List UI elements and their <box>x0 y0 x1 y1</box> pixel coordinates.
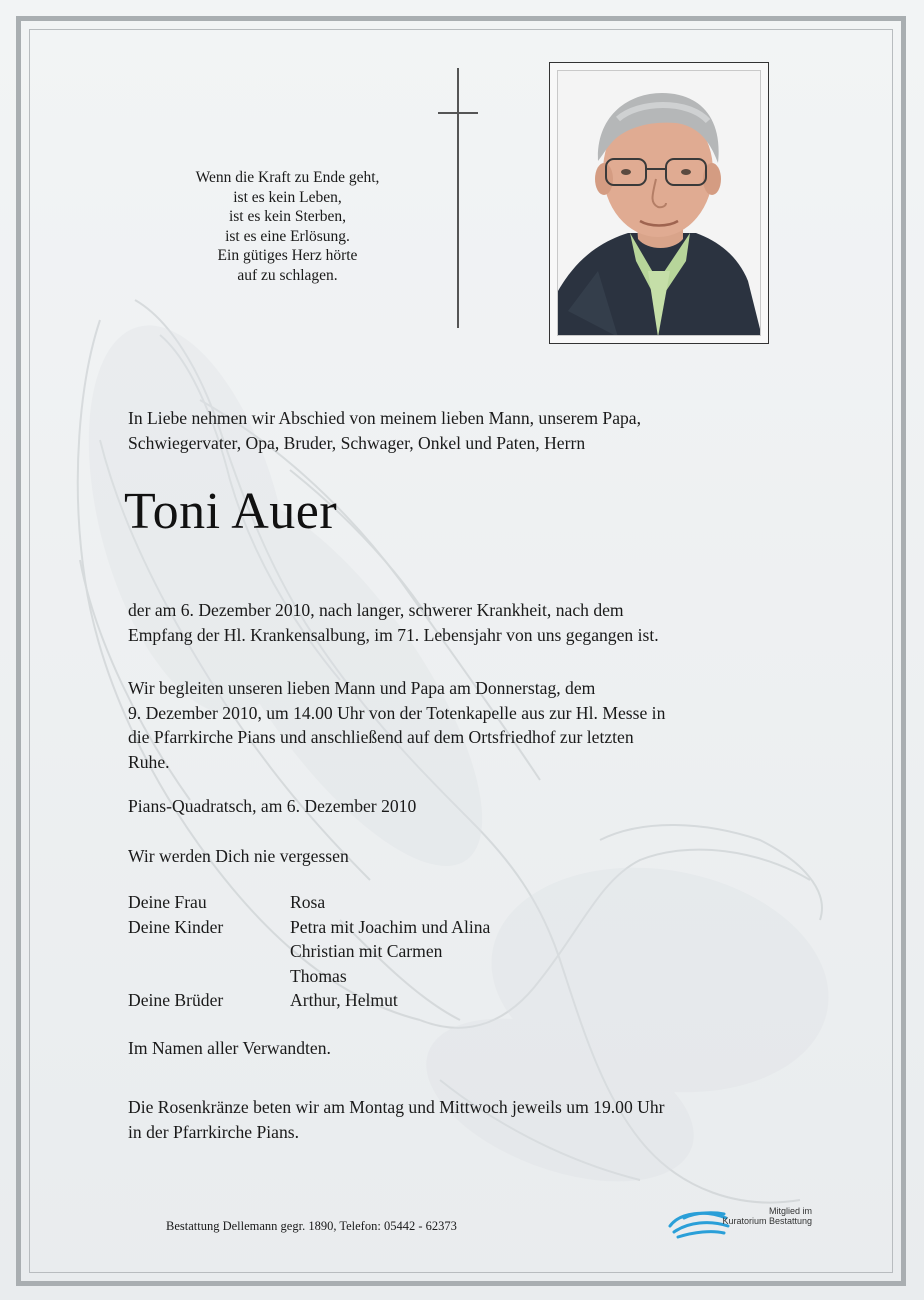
poem-line: Wenn die Kraft zu Ende geht, <box>195 169 380 186</box>
family-role: Deine Brüder <box>128 990 224 1010</box>
deceased-name: Toni Auer <box>124 483 338 540</box>
death-line: Empfang der Hl. Krankensalbung, im 71. Lebensjahr von uns gegangen ist. <box>128 624 659 645</box>
family-names: Christian mit Carmen <box>290 941 443 961</box>
family-role: Deine Frau <box>128 892 207 912</box>
rosary-text <box>128 1095 665 1144</box>
intro-text <box>128 406 641 455</box>
farewell <box>128 844 349 869</box>
poem-line: ist es kein Leben, <box>233 188 342 206</box>
funeral-line: 9. Dezember 2010, um 14.00 Uhr von der Totenkapelle aus zur Hl. Messe in <box>128 702 666 723</box>
rosary-line: in der Pfarrkirche Pians. <box>128 1121 299 1142</box>
funeral-line: Ruhe. <box>128 751 170 772</box>
undertaker-footer: Bestattung Dellemann gegr. 1890, Telefon: 05442 - 62373 <box>166 1219 457 1233</box>
poem <box>150 168 425 286</box>
family-names: Rosa <box>290 892 326 912</box>
cross-icon <box>438 68 478 328</box>
poem-line: Ein gütiges Herz hörte <box>217 247 358 265</box>
family-role: Deine Kinder <box>128 916 224 937</box>
family-names: Petra mit Joachim und Alina <box>290 916 491 937</box>
relatives <box>128 1036 331 1061</box>
death-line: der am 6. Dezember 2010, nach langer, schwerer Krankheit, nach dem <box>128 600 624 620</box>
intro-line: Schwiegervater, Opa, Bruder, Schwager, Onkel und Paten, Herrn <box>128 432 586 453</box>
funeral-line: Wir begleiten unseren lieben Mann und Papa am Donnerstag, dem <box>128 678 596 698</box>
portrait-photo <box>557 70 761 336</box>
funeral-text <box>128 676 665 774</box>
poem-line: auf zu schlagen. <box>237 266 338 284</box>
farewell-text: Wir werden Dich nie vergessen <box>128 846 349 866</box>
logo-line-2: Kuratorium Bestattung <box>722 1216 812 1226</box>
rosary-line: Die Rosenkränze beten wir am Montag und Mittwoch jeweils um 19.00 Uhr <box>128 1097 665 1117</box>
intro-line: In Liebe nehmen wir Abschied von meinem lieben Mann, unserem Papa, <box>128 408 642 428</box>
family-names: Thomas <box>290 965 347 986</box>
portrait-illustration <box>558 71 761 336</box>
poem-line: ist es eine Erlösung. <box>225 227 350 245</box>
logo-line-1: Mitglied im <box>768 1206 812 1216</box>
death-text <box>128 598 659 647</box>
relatives-text: Im Namen aller Verwandten. <box>128 1038 331 1058</box>
place-date-text: Pians-Quadratsch, am 6. Dezember 2010 <box>128 796 417 816</box>
family-names: Arthur, Helmut <box>290 990 398 1010</box>
portrait-frame <box>549 62 769 344</box>
funeral-line: die Pfarrkirche Pians und anschließend auf dem Ortsfriedhof zur letzten <box>128 727 634 747</box>
place-date <box>128 794 416 819</box>
kuratorium-label <box>702 1206 812 1226</box>
poem-line: ist es kein Sterben, <box>228 208 347 226</box>
